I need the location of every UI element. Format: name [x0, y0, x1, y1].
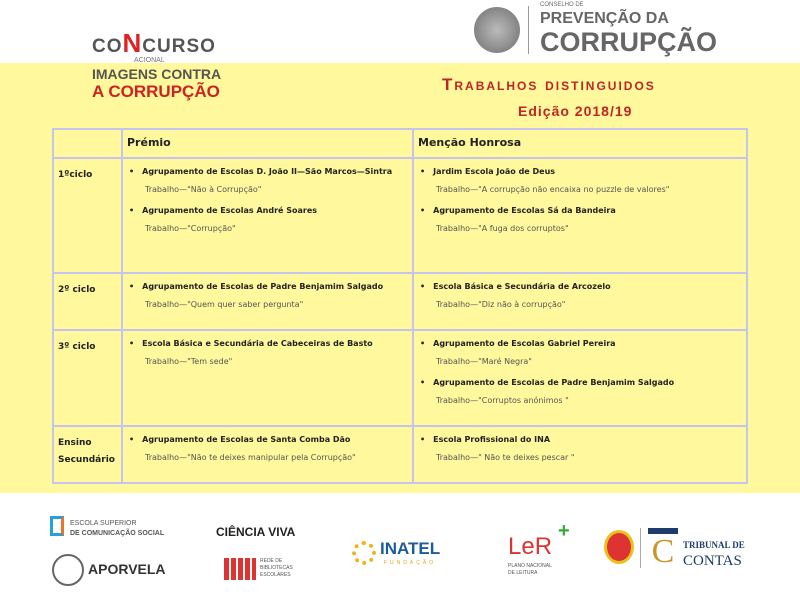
work-title: Trabalho—"Tem sede" [145, 357, 233, 366]
level-cell: 3º ciclo [53, 330, 122, 426]
mencao-cell [413, 273, 747, 330]
nacional-label: ACIONAL [134, 57, 165, 64]
inatel-sun-icon [352, 541, 376, 565]
work-title: Trabalho—"Não te deixes manipular pela Corrupção" [145, 453, 356, 462]
mencao-cell [413, 158, 747, 273]
plus-icon: + [558, 520, 570, 542]
aporvela-label: APORVELA [88, 561, 166, 577]
school-name: • Escola Básica e Secundária de Arcozelo [420, 282, 742, 291]
rbe-label: REDE DE BIBLIOTECAS ESCOLARES [260, 558, 293, 578]
work-title: Trabalho—"A fuga dos corruptos" [436, 224, 569, 233]
portugal-seal-icon [474, 7, 520, 53]
contest-title-line1: IMAGENS CONTRA [92, 66, 222, 82]
school-name: • Agrupamento de Escolas André Soares [129, 206, 408, 215]
table-row [53, 273, 747, 330]
school-name: • Escola Básica e Secundária de Cabeceiras de Basto [129, 339, 408, 348]
page-title: Trabalhos distinguidos [442, 75, 656, 94]
tc-line1: TRIBUNAL DE [683, 540, 745, 550]
header-premio: Prémio [122, 129, 413, 158]
escs-line1: ESCOLA SUPERIOR [70, 520, 137, 527]
divider [528, 6, 529, 54]
divider [640, 528, 641, 568]
school-name: • Agrupamento de Escolas D. João II—São Marcos—Sintra [129, 167, 408, 176]
tc-line2: CONTAS [683, 553, 742, 569]
level-cell: 2º ciclo [53, 273, 122, 330]
school-name: • Agrupamento de Escolas Gabriel Pereira [420, 339, 742, 348]
ler-sub2: DE LEITURA [508, 570, 538, 576]
ciencia-viva-logo: CIÊNCIA VIVA [216, 525, 296, 539]
header-level [53, 129, 122, 158]
work-title: Trabalho—"Corruptos anónimos " [436, 396, 569, 405]
school-name: • Agrupamento de Escolas de Padre Benjamim Salgado [420, 378, 742, 387]
work-title: Trabalho—"A corrupção não encaixa no puzzle de valores" [436, 185, 670, 194]
header-mencao: Menção Honrosa [413, 129, 747, 158]
cpc-line2: CORRUPÇÃO [540, 27, 718, 57]
table-row [53, 426, 747, 483]
level-cell: 1ºciclo [53, 158, 122, 273]
premio-cell [122, 273, 413, 330]
concurso-logo: CONCURSO [92, 28, 216, 58]
premio-cell [122, 158, 413, 273]
work-title: Trabalho—"Corrupção" [145, 224, 236, 233]
table-row [53, 330, 747, 426]
contest-title-line2: A CORRUPÇÃO [92, 82, 220, 101]
school-name: • Jardim Escola João de Deus [420, 167, 742, 176]
level-cell: Ensino Secundário [53, 426, 122, 483]
ler-logo: LeR [508, 533, 553, 560]
inatel-sub: FUNDAÇÃO [384, 560, 437, 566]
premio-cell [122, 426, 413, 483]
ler-sub1: PLANO NACIONAL [508, 563, 552, 569]
cpc-small: CONSELHO DE [540, 2, 584, 8]
aporvela-logo-icon [52, 554, 84, 586]
work-title: Trabalho—"Não à Corrupção" [145, 185, 262, 194]
school-name: • Escola Profissional do INA [420, 435, 742, 444]
school-name: • Agrupamento de Escolas de Santa Comba Dão [129, 435, 408, 444]
premio-cell [122, 330, 413, 426]
school-name: • Agrupamento de Escolas de Padre Benjamim Salgado [129, 282, 408, 291]
escs-line2: DE COMUNICAÇÃO SOCIAL [70, 530, 165, 537]
escs-logo-icon [50, 516, 64, 536]
mencao-cell [413, 330, 747, 426]
tc-logo-icon: C [648, 528, 678, 570]
edition-label: Edição 2018/19 [518, 103, 633, 119]
work-title: Trabalho—" Não te deixes pescar " [436, 453, 575, 462]
cpc-line1: PREVENÇÃO DA [540, 10, 669, 27]
work-title: Trabalho—"Diz não à corrupção" [436, 300, 566, 309]
work-title: Trabalho—"Quem quer saber pergunta" [145, 300, 304, 309]
work-title: Trabalho—"Maré Negra" [436, 357, 532, 366]
school-name: • Agrupamento de Escolas Sá da Bandeira [420, 206, 742, 215]
table-row [53, 158, 747, 273]
mencao-cell [413, 426, 747, 483]
awards-table [52, 128, 748, 484]
portugal-arms-icon [604, 530, 634, 564]
rbe-logo-icon [224, 558, 256, 580]
inatel-label: INATEL [380, 539, 441, 558]
